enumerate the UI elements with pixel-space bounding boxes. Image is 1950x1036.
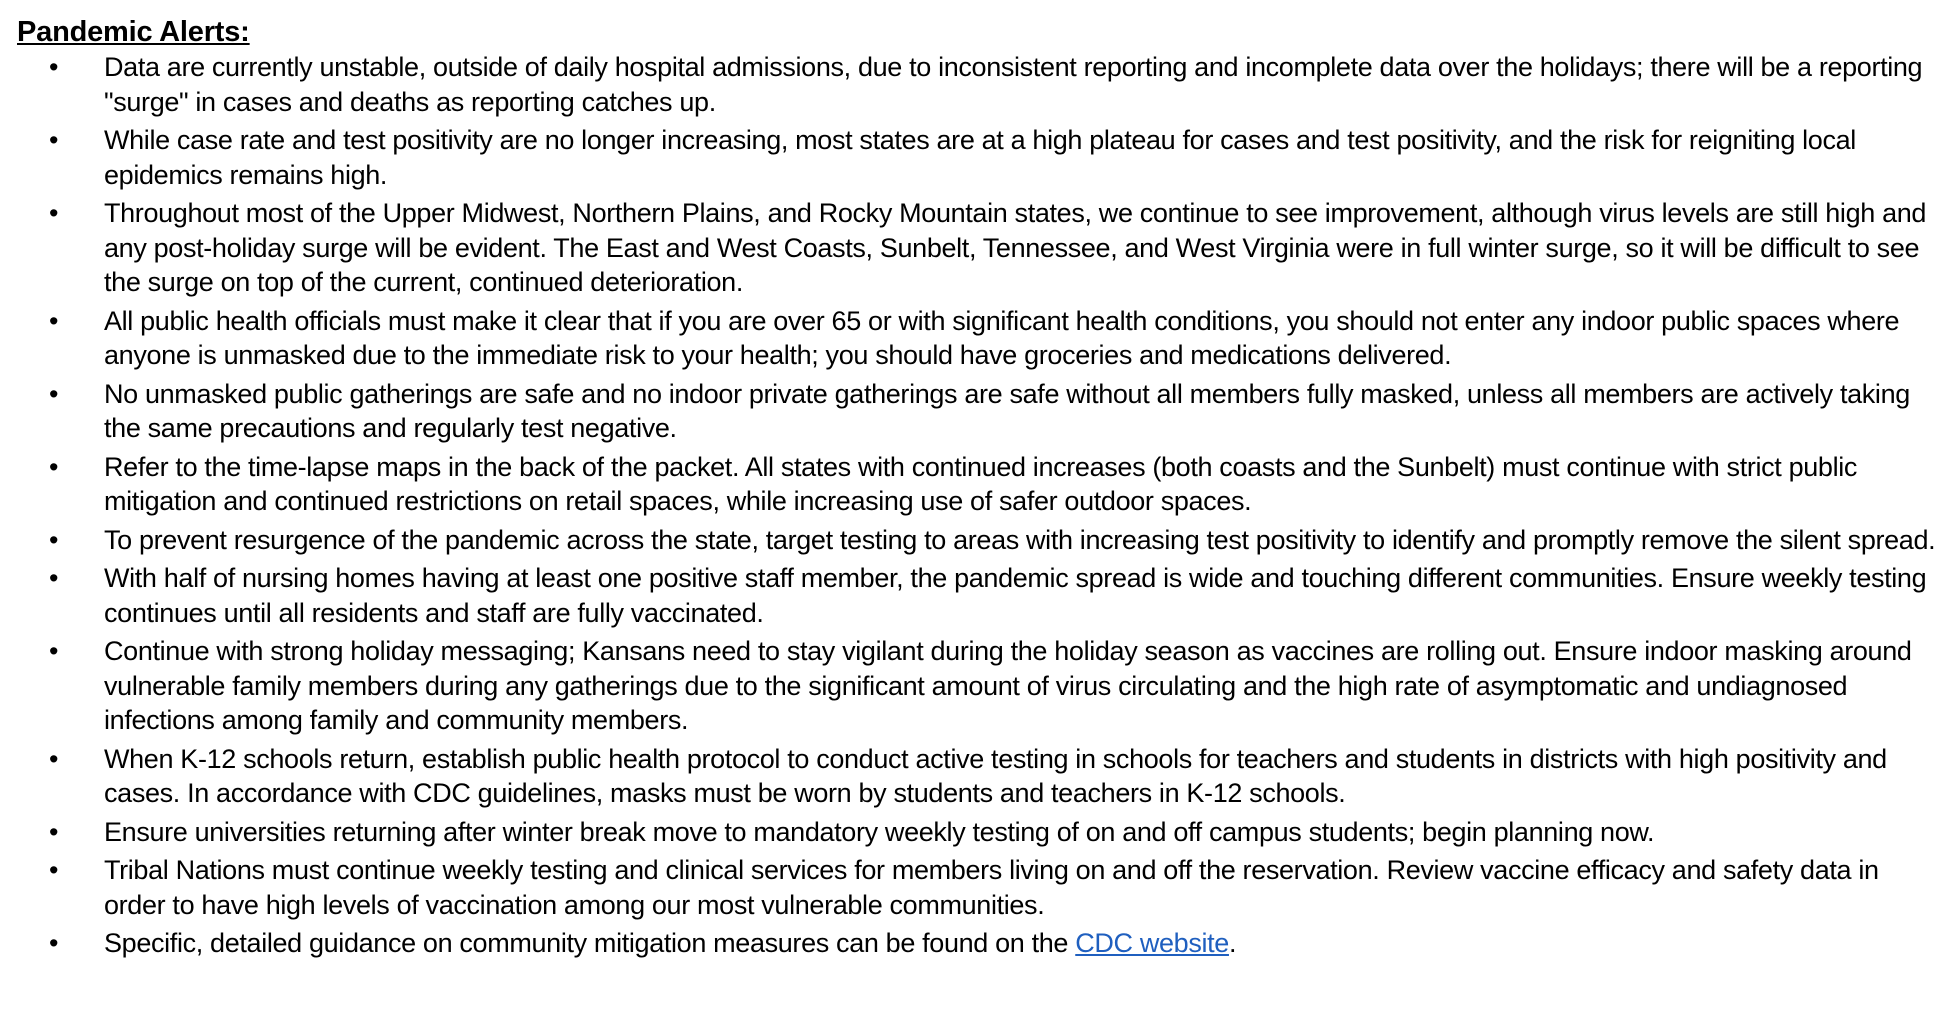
alert-text: Tribal Nations must continue weekly testing and clinical services for members living on and off the reservation. Review vaccine efficacy and safety data in order to have high levels of vaccination among our most vulnerable communities. [104, 855, 1879, 920]
bullet-icon: • [49, 524, 59, 555]
alert-text: Data are currently unstable, outside of daily hospital admissions, due to inconsistent reporting and incomplete data over the holidays; there will be a reporting "surge" in cases and deaths as reporting catches up. [104, 52, 1923, 117]
list-item [17, 853, 1936, 922]
list-item [17, 926, 1936, 961]
list-item [17, 123, 1936, 192]
alert-text: No unmasked public gatherings are safe and no indoor private gatherings are safe without all members fully masked, unless all members are actively taking the same precautions and regularly test negative. [104, 378, 1910, 443]
bullet-icon: • [49, 743, 59, 774]
list-item [17, 377, 1936, 446]
bullet-icon: • [49, 125, 59, 155]
alert-text: While case rate and test positivity are no longer increasing, most states are at a high plateau for cases and test positivity, and the risk for reigniting local epidemics remains high. [104, 125, 1856, 190]
list-item [17, 634, 1936, 738]
list-item [17, 742, 1936, 811]
alert-text: Refer to the time-lapse maps in the back of the packet. All states with continued increases (both coasts and the Sunbelt) must continue with strict public mitigation and continued restrictions on retail spaces, while increasing use of safer outdoor spaces. [104, 451, 1858, 516]
list-item [17, 523, 1936, 558]
bullet-icon: • [49, 198, 59, 228]
bullet-icon: • [49, 928, 59, 958]
bullet-icon: • [49, 563, 59, 593]
list-item [17, 815, 1936, 850]
bullet-icon: • [49, 816, 59, 847]
alert-text: Throughout most of the Upper Midwest, Northern Plains, and Rocky Mountain states, we continue to see improvement, although virus levels are still high and any post-holiday surge will be evident. The East and West Coasts, Sunbelt, Tennessee, and West Virginia were in full winter surge, so it will be difficult to see the surge on top of the current, continued deterioration. [104, 198, 1927, 297]
list-item [17, 304, 1936, 373]
alert-text: Continue with strong holiday messaging; Kansans need to stay vigilant during the holiday season as vaccines are rolling out. Ensure indoor masking around vulnerable family members during any gatherings due to the significant amount of virus circulating and the high rate of asymptomatic and undiagnosed infections among family and community members. [104, 636, 1912, 735]
list-item [17, 50, 1936, 119]
section-heading: Pandemic Alerts: [17, 16, 250, 48]
alert-text: When K-12 schools return, establish public health protocol to conduct active testing in schools for teachers and students in districts with high positivity and cases. In accordance with CDC guidelines, masks must be worn by students and teachers in K-12 schools. [104, 743, 1887, 808]
alert-text-after-link: . [1228, 928, 1237, 958]
list-item [17, 196, 1936, 300]
alert-text: All public health officials must make it clear that if you are over 65 or with significant health conditions, you should not enter any indoor public spaces where anyone is unmasked due to the immediate risk to your health; you should have groceries and medications delivered. [104, 305, 1900, 370]
bullet-icon: • [49, 305, 59, 336]
bullet-icon: • [49, 855, 59, 885]
alerts-list [17, 50, 1936, 961]
bullet-icon: • [49, 451, 59, 482]
bullet-icon: • [49, 52, 59, 82]
alert-text-before-link: Specific, detailed guidance on community mitigation measures can be found on the [104, 928, 1076, 958]
bullet-icon: • [49, 636, 59, 666]
alert-text: Ensure universities returning after winter break move to mandatory weekly testing of on and off campus students; begin planning now. [104, 816, 1655, 847]
cdc-website-link[interactable]: CDC website [1075, 928, 1229, 958]
alert-text: With half of nursing homes having at least one positive staff member, the pandemic spread is wide and touching different communities. Ensure weekly testing continues until all residents and staff are fully vaccinated. [104, 563, 1927, 628]
list-item [17, 561, 1936, 630]
alert-text: To prevent resurgence of the pandemic across the state, target testing to areas with increasing test positivity to identify and promptly remove the silent spread. [104, 524, 1936, 555]
list-item [17, 450, 1936, 519]
bullet-icon: • [49, 378, 59, 409]
